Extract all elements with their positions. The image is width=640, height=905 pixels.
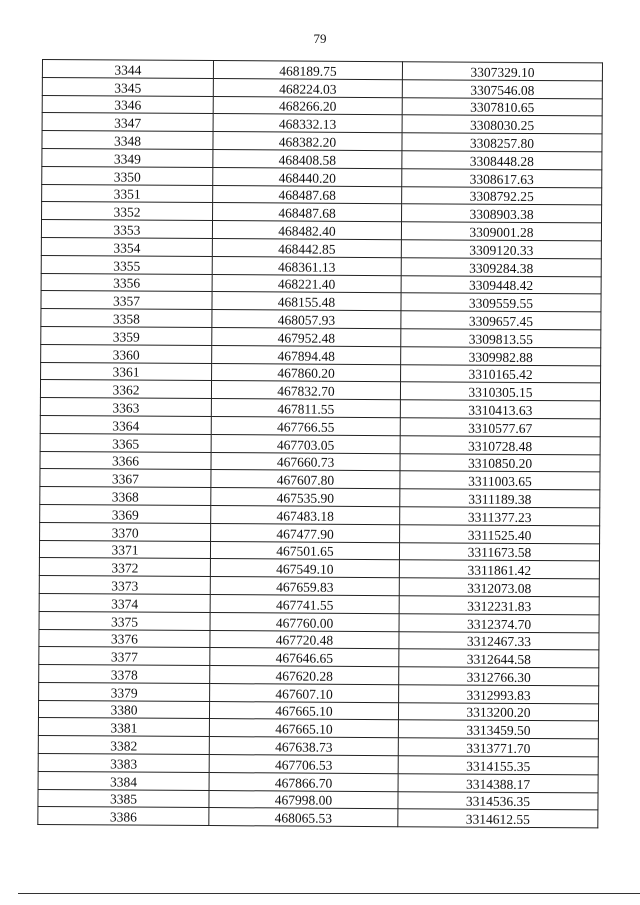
point-number-cell: 3358 (41, 309, 212, 328)
x-coordinate-cell: 468382.20 (213, 132, 402, 151)
x-coordinate-cell: 468189.75 (213, 61, 402, 80)
y-coordinate-cell: 3309448.42 (401, 275, 601, 294)
table-row (38, 807, 598, 828)
point-number-cell: 3345 (42, 77, 213, 96)
x-coordinate-cell: 467811.55 (211, 399, 400, 418)
x-coordinate-cell: 468155.48 (212, 292, 401, 311)
point-number-cell: 3373 (39, 576, 210, 595)
x-coordinate-cell: 468482.40 (212, 221, 401, 240)
point-number-cell: 3383 (38, 754, 209, 773)
point-number-cell: 3364 (40, 415, 211, 434)
x-coordinate-cell: 468224.03 (213, 78, 402, 97)
point-number-cell: 3355 (41, 255, 212, 274)
x-coordinate-cell: 467720.48 (210, 630, 399, 649)
point-number-cell: 3357 (41, 291, 212, 310)
point-number-cell: 3347 (42, 113, 213, 132)
y-coordinate-cell: 3312231.83 (399, 596, 599, 615)
footer-rule (18, 893, 640, 894)
x-coordinate-cell: 467998.00 (209, 790, 398, 809)
point-number-cell: 3370 (40, 522, 211, 541)
point-number-cell: 3378 (39, 665, 210, 684)
point-number-cell: 3363 (40, 398, 211, 417)
point-number-cell: 3369 (40, 504, 211, 523)
y-coordinate-cell: 3309982.88 (401, 346, 601, 365)
point-number-cell: 3366 (40, 451, 211, 470)
x-coordinate-cell: 467607.80 (211, 470, 400, 489)
x-coordinate-cell: 468440.20 (213, 167, 402, 186)
point-number-cell: 3374 (39, 593, 210, 612)
x-coordinate-cell: 467665.10 (209, 719, 398, 738)
x-coordinate-cell: 467741.55 (210, 594, 399, 613)
x-coordinate-cell: 467952.48 (212, 327, 401, 346)
y-coordinate-cell: 3309120.33 (401, 240, 601, 259)
y-coordinate-cell: 3310413.63 (400, 400, 600, 419)
x-coordinate-cell: 467549.10 (210, 559, 399, 578)
x-coordinate-cell: 468408.58 (213, 150, 402, 169)
y-coordinate-cell: 3309284.38 (401, 257, 601, 276)
x-coordinate-cell: 468361.13 (212, 256, 401, 275)
point-number-cell: 3348 (42, 131, 213, 150)
y-coordinate-cell: 3314536.35 (398, 791, 598, 810)
x-coordinate-cell: 468332.13 (213, 114, 402, 133)
point-number-cell: 3375 (39, 611, 210, 630)
point-number-cell: 3376 (39, 629, 210, 648)
x-coordinate-cell: 467703.05 (211, 434, 400, 453)
y-coordinate-cell: 3312766.30 (399, 667, 599, 686)
y-coordinate-cell: 3310305.15 (400, 382, 600, 401)
y-coordinate-cell: 3313200.20 (398, 702, 598, 721)
y-coordinate-cell: 3311377.23 (400, 507, 600, 526)
y-coordinate-cell: 3314155.35 (398, 756, 598, 775)
point-number-cell: 3352 (42, 202, 213, 221)
x-coordinate-cell: 467706.53 (209, 755, 398, 774)
y-coordinate-cell: 3311525.40 (400, 524, 600, 543)
point-number-cell: 3377 (39, 647, 210, 666)
x-coordinate-cell: 467607.10 (210, 683, 399, 702)
y-coordinate-cell: 3311673.58 (399, 542, 599, 561)
point-number-cell: 3359 (41, 326, 212, 345)
x-coordinate-cell: 467766.55 (211, 416, 400, 435)
y-coordinate-cell: 3307546.08 (402, 79, 602, 98)
y-coordinate-cell: 3308903.38 (402, 204, 602, 223)
x-coordinate-cell: 468487.68 (213, 203, 402, 222)
point-number-cell: 3351 (42, 184, 213, 203)
y-coordinate-cell: 3309813.55 (401, 329, 601, 348)
x-coordinate-cell: 467866.70 (209, 772, 398, 791)
point-number-cell: 3350 (42, 166, 213, 185)
point-number-cell: 3372 (39, 558, 210, 577)
point-number-cell: 3384 (38, 771, 209, 790)
point-number-cell: 3382 (38, 736, 209, 755)
x-coordinate-cell: 467659.83 (210, 577, 399, 596)
y-coordinate-cell: 3312073.08 (399, 578, 599, 597)
point-number-cell: 3385 (38, 789, 209, 808)
y-coordinate-cell: 3312467.33 (399, 631, 599, 650)
x-coordinate-cell: 467660.73 (211, 452, 400, 471)
coordinates-table (37, 59, 603, 829)
y-coordinate-cell: 3313459.50 (398, 720, 598, 739)
x-coordinate-cell: 468221.40 (212, 274, 401, 293)
y-coordinate-cell: 3312993.83 (399, 685, 599, 704)
point-number-cell: 3349 (42, 148, 213, 167)
y-coordinate-cell: 3309001.28 (401, 222, 601, 241)
y-coordinate-cell: 3314612.55 (398, 809, 598, 828)
point-number-cell: 3379 (39, 682, 210, 701)
y-coordinate-cell: 3309559.55 (401, 293, 601, 312)
x-coordinate-cell: 467535.90 (211, 488, 400, 507)
x-coordinate-cell: 467501.65 (210, 541, 399, 560)
x-coordinate-cell: 467483.18 (211, 505, 400, 524)
point-number-cell: 3371 (39, 540, 210, 559)
point-number-cell: 3354 (41, 237, 212, 256)
y-coordinate-cell: 3310165.42 (401, 364, 601, 383)
x-coordinate-cell: 467760.00 (210, 612, 399, 631)
point-number-cell: 3361 (41, 362, 212, 381)
y-coordinate-cell: 3311003.65 (400, 471, 600, 490)
y-coordinate-cell: 3310850.20 (400, 453, 600, 472)
x-coordinate-cell: 467646.65 (210, 648, 399, 667)
point-number-cell: 3386 (38, 807, 209, 826)
x-coordinate-cell: 468266.20 (213, 96, 402, 115)
y-coordinate-cell: 3312374.70 (399, 613, 599, 632)
y-coordinate-cell: 3307810.65 (402, 97, 602, 116)
point-number-cell: 3380 (38, 700, 209, 719)
point-number-cell: 3346 (42, 95, 213, 114)
y-coordinate-cell: 3314388.17 (398, 774, 598, 793)
point-number-cell: 3365 (40, 433, 211, 452)
point-number-cell: 3353 (41, 220, 212, 239)
point-number-cell: 3381 (38, 718, 209, 737)
y-coordinate-cell: 3309657.45 (401, 311, 601, 330)
y-coordinate-cell: 3308617.63 (402, 168, 602, 187)
x-coordinate-cell: 467832.70 (211, 381, 400, 400)
x-coordinate-cell: 468487.68 (213, 185, 402, 204)
y-coordinate-cell: 3308030.25 (402, 115, 602, 134)
y-coordinate-cell: 3312644.58 (399, 649, 599, 668)
y-coordinate-cell: 3311189.38 (400, 489, 600, 508)
x-coordinate-cell: 467620.28 (210, 666, 399, 685)
y-coordinate-cell: 3310728.48 (400, 435, 600, 454)
y-coordinate-cell: 3308448.28 (402, 151, 602, 170)
x-coordinate-cell: 468442.85 (212, 239, 401, 258)
x-coordinate-cell: 467894.48 (212, 345, 401, 364)
y-coordinate-cell: 3311861.42 (399, 560, 599, 579)
coordinates-table-body (38, 60, 603, 829)
y-coordinate-cell: 3310577.67 (400, 418, 600, 437)
point-number-cell: 3356 (41, 273, 212, 292)
x-coordinate-cell: 468057.93 (212, 310, 401, 329)
point-number-cell: 3367 (40, 469, 211, 488)
y-coordinate-cell: 3313771.70 (398, 738, 598, 757)
y-coordinate-cell: 3308792.25 (402, 186, 602, 205)
point-number-cell: 3344 (42, 60, 213, 79)
page-number: 79 (313, 31, 327, 46)
x-coordinate-cell: 467477.90 (211, 523, 400, 542)
x-coordinate-cell: 468065.53 (209, 808, 398, 827)
y-coordinate-cell: 3307329.10 (402, 62, 602, 81)
x-coordinate-cell: 467860.20 (212, 363, 401, 382)
point-number-cell: 3360 (41, 344, 212, 363)
point-number-cell: 3362 (40, 380, 211, 399)
x-coordinate-cell: 467638.73 (209, 737, 398, 756)
x-coordinate-cell: 467665.10 (209, 701, 398, 720)
y-coordinate-cell: 3308257.80 (402, 133, 602, 152)
point-number-cell: 3368 (40, 487, 211, 506)
